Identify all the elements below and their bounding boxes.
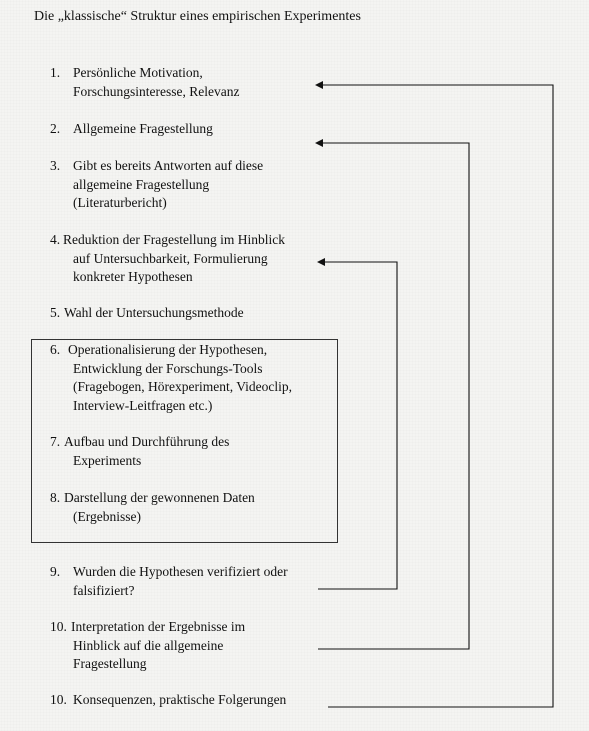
arrow-step-10b-to-step-1: [316, 85, 553, 707]
step-3-line-3: (Literaturbericht): [73, 195, 167, 210]
step-6-line-4: Interview-Leitfragen etc.): [73, 397, 213, 413]
arrow-step-10-to-step-2: [316, 143, 469, 649]
step-7-line-1: Aufbau und Durchführung des: [64, 434, 230, 449]
step-6-line-1: Operationalisierung der Hypothesen,: [68, 342, 268, 357]
step-9-number: 9.: [50, 564, 61, 579]
step-8-line-1: Darstellung der gewonnenen Daten: [64, 490, 255, 505]
step-4-line-2: auf Untersuchbarkeit, Formulierung: [73, 250, 268, 266]
step-5-line-1: Wahl der Untersuchungsmethode: [64, 305, 244, 320]
step-10-interpretation-line-1: Interpretation der Ergebnisse im: [71, 619, 246, 634]
step-8-number: 8.: [50, 490, 61, 505]
step-4-number: 4.: [50, 232, 61, 247]
arrow-step-9-to-step-4: [318, 262, 397, 589]
step-1-number: 1.: [50, 65, 61, 80]
step-10-interpretation-line-2: Hinblick auf die allgemeine: [73, 637, 224, 653]
step-1-line-1: Persönliche Motivation,: [73, 65, 203, 80]
step-1-line-2: Forschungsinteresse, Relevanz: [73, 83, 240, 99]
step-10-consequences-line-1: Konsequenzen, praktische Folgerungen: [73, 692, 287, 707]
step-4-line-3: konkreter Hypothesen: [73, 269, 193, 284]
step-10-interpretation-line-3: Fragestellung: [73, 656, 147, 671]
step-3-line-1: Gibt es bereits Antworten auf diese: [73, 158, 264, 173]
step-10-interpretation-number: 10.: [50, 619, 67, 634]
step-3-number: 3.: [50, 158, 61, 173]
step-3-line-2: allgemeine Fragestellung: [73, 176, 210, 192]
step-9-line-2: falsifiziert?: [73, 582, 135, 598]
step-6-line-3: (Fragebogen, Hörexperiment, Videoclip,: [73, 379, 292, 394]
step-6-line-2: Entwicklung der Forschungs-Tools: [73, 360, 263, 376]
step-7-line-2: Experiments: [73, 452, 142, 468]
diagram-title: Die „klassische“ Struktur eines empirischen Experimentes: [34, 9, 361, 24]
step-6-number: 6.: [50, 342, 61, 357]
step-8-line-2: (Ergebnisse): [73, 508, 141, 524]
step-9-line-1: Wurden die Hypothesen verifiziert oder: [73, 564, 288, 579]
step-5-number: 5.: [50, 305, 61, 320]
step-7-number: 7.: [50, 434, 61, 449]
step-4-line-1: Reduktion der Fragestellung im Hinblick: [63, 232, 285, 247]
step-10-consequences-number: 10.: [50, 692, 67, 707]
step-2-line-1: Allgemeine Fragestellung: [73, 121, 213, 136]
step-2-number: 2.: [50, 121, 61, 136]
